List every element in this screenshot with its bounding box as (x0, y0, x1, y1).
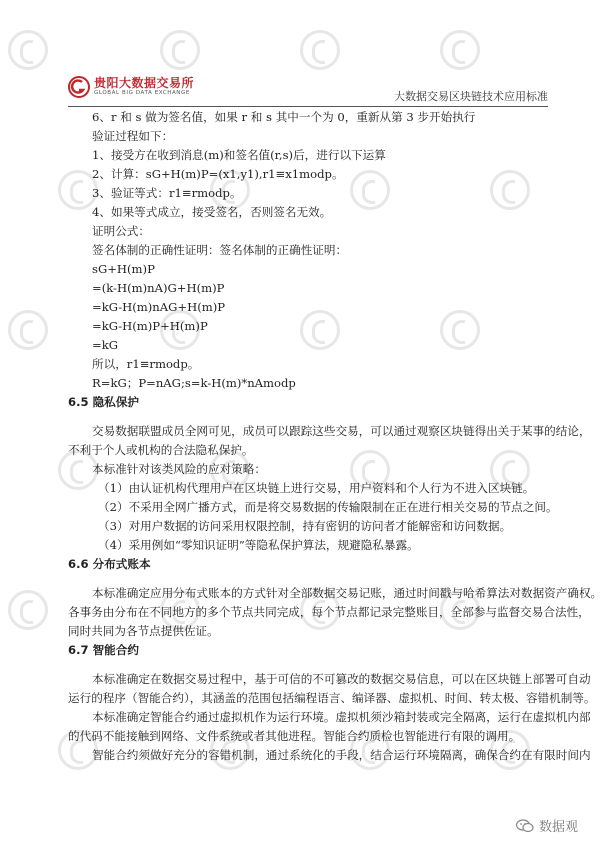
header-divider (68, 106, 548, 107)
watermark-logo-icon (8, 310, 48, 350)
paragraph-line: 同时共同为各节点提供佐证。 (68, 624, 219, 638)
paragraph-line: 本标准确定在数据交易过程中，基于可信的不可篡改的数据交易信息，可以在区块链上部署可自动 (92, 672, 591, 686)
text-line: 签名体制的正确性证明：签名体制的正确性证明： (92, 243, 348, 257)
paragraph-line: 交易数据联盟成员全网可见，成员可以跟踪这些交易，可以通过观察区块链得出关于某事的结论， (92, 424, 591, 438)
document-body (68, 108, 602, 765)
formula-line: =kG-H(m)P+H(m)P (92, 319, 208, 333)
wechat-icon (516, 819, 534, 833)
list-item: （2）不采用全网广播方式，而是将交易数据的传输限制在正在进行相关交易的节点之间。 (98, 500, 558, 514)
paragraph-line: 的代码不能接触到网络、文件系统或者其他进程。智能合约质检也智能进行有限的调用。 (68, 729, 521, 743)
text-line: 验证过程如下： (92, 129, 174, 143)
formula-line: =kG-H(m)nAG+H(m)P (92, 300, 226, 314)
watermark-logo-icon (8, 30, 48, 70)
exchange-logo-icon (68, 76, 90, 98)
watermark-logo-icon (440, 30, 480, 70)
logo-english-name: GLOBAL BIG DATA EXCHANGE (94, 90, 190, 96)
text-line: 4、如果等式成立，接受签名，否则签名无效。 (92, 205, 332, 219)
text-line: 2、计算：sG+H(m)P=(x1,y1),r1≡x1modp。 (92, 167, 344, 181)
formula-line: sG+H(m)P (92, 262, 155, 276)
formula-line: =(k-H(m)nA)G+H(m)P (92, 281, 225, 295)
watermark-logo-icon (8, 590, 48, 630)
logo-chinese-name: 贵阳大数据交易所 (94, 76, 195, 90)
watermark-logo-icon (300, 30, 340, 70)
page-header (68, 72, 548, 106)
text-line: 所以，r1≡rmodp。 (92, 357, 200, 371)
paragraph-line: 本标准确定应用分布式账本的方式针对全部数据交易记账，通过时间戳与哈希算法对数据资产确权。 (92, 586, 602, 600)
formula-line: =kG (92, 338, 119, 352)
paragraph-line: 各事务由分布在不同地方的多个节点共同完成，每个节点都记录完整账目，全部参与监督交易合法性， (68, 605, 590, 619)
paragraph-line: 智能合约须做好充分的容错机制，通过系统化的手段，结合运行环境隔离，确保合约在有限时间内 (92, 748, 591, 762)
paragraph-line: 不利于个人或机构的合法隐私保护。 (68, 443, 254, 457)
section-heading: 6.6 分布式账本 (68, 557, 151, 571)
list-item: （3）对用户数据的访问采用权限控制，持有密钥的访问者才能解密和访问数据。 (98, 519, 512, 533)
paragraph-line: 本标准针对该类风险的应对策略： (92, 462, 266, 476)
text-line: 1、接受方在收到消息(m)和签名值(r,s)后，进行以下运算 (92, 148, 386, 162)
list-item: （4）采用例如“零知识证明”等隐私保护算法，规避隐私暴露。 (98, 538, 419, 552)
formula-line: R=kG；P=nAG;s=k-H(m)*nAmodp (92, 376, 296, 390)
section-heading: 6.7 智能合约 (68, 643, 139, 657)
paragraph-line: 本标准确定智能合约通过虚拟机作为运行环境。虚拟机须沙箱封装或完全隔离，运行在虚拟机内部 (92, 710, 591, 724)
watermark-logo-icon (160, 30, 200, 70)
text-line: 3、验证等式：r1≡rmodp。 (92, 186, 242, 200)
text-line: 证明公式： (92, 224, 150, 238)
list-item: （1）由认证机构代理用户在区块链上进行交易，用户资料和个人行为不进入区块链。 (98, 481, 535, 495)
section-heading: 6.5 隐私保护 (68, 395, 139, 409)
text-line: 6、r 和 s 做为签名值，如果 r 和 s 其中一个为 0，重新从第 3 步开始执行 (92, 110, 476, 124)
paragraph-line: 运行的程序（智能合约），其涵盖的范围包括编程语言、编译器、虚拟机、时间、转太极、容错机制等。 (68, 691, 596, 705)
wechat-source-mark (516, 816, 578, 835)
document-title: 大数据交易区块链技术应用标准 (394, 90, 548, 103)
wechat-account-name: 数据观 (538, 820, 578, 835)
